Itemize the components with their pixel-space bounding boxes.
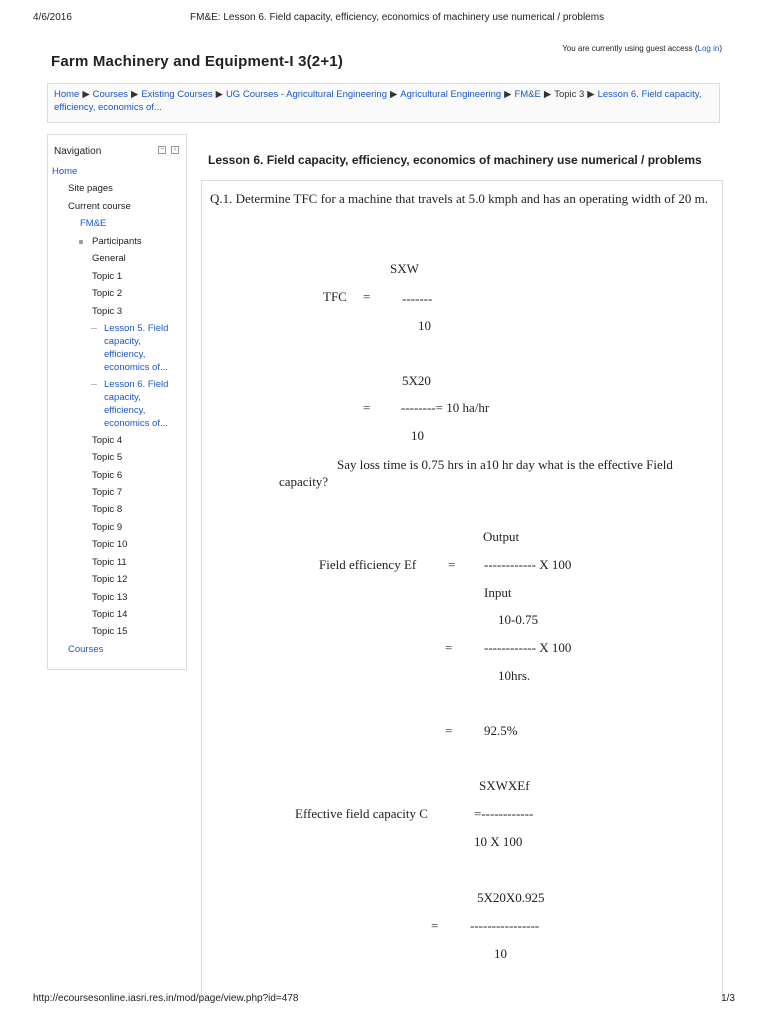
breadcrumb-fme[interactable]: FM&E bbox=[514, 89, 541, 100]
efc-calc-numerator: 5X20X0.925 bbox=[477, 890, 545, 905]
nav-home[interactable]: Home bbox=[52, 166, 78, 177]
fe-divider-2: ------------ X 100 bbox=[484, 640, 572, 655]
fe-divider: ------------ X 100 bbox=[484, 557, 572, 572]
collapse-icon[interactable]: ‹ bbox=[171, 146, 179, 154]
equals-sign: = bbox=[363, 400, 371, 415]
question-text: Q.1. Determine TFC for a machine that travels at 5.0 kmph and has an operating width of 20 m. bbox=[210, 191, 708, 206]
tfc-label: TFC bbox=[323, 289, 347, 304]
breadcrumb-separator: ▶ bbox=[389, 89, 398, 100]
dash-icon bbox=[91, 328, 97, 329]
efc-divider: =------------ bbox=[474, 806, 534, 821]
nav-topic-4[interactable]: Topic 4 bbox=[92, 435, 123, 446]
bullet-icon bbox=[79, 240, 83, 244]
efc-calc-denominator: 10 bbox=[494, 946, 507, 961]
login-text: You are currently using guest access ( bbox=[562, 44, 698, 53]
efc-label: Effective field capacity C bbox=[295, 806, 428, 821]
equals-sign: = bbox=[448, 557, 456, 572]
nav-topic-15[interactable]: Topic 15 bbox=[92, 626, 128, 637]
equals-sign: = bbox=[445, 723, 453, 738]
calc-numerator: 5X20 bbox=[402, 373, 431, 388]
fe-result: 92.5% bbox=[484, 723, 518, 738]
nav-topic-9[interactable]: Topic 9 bbox=[92, 522, 123, 533]
navigation-heading: Navigation bbox=[54, 146, 102, 157]
lesson-title: Lesson 6. Field capacity, efficiency, economics of machinery use numerical / problems bbox=[208, 153, 702, 167]
nav-topic-3[interactable]: Topic 3 bbox=[92, 306, 123, 317]
nav-course-fme[interactable]: FM&E bbox=[80, 218, 107, 229]
print-header bbox=[0, 12, 768, 26]
breadcrumb-agricultural-engineering[interactable]: Agricultural Engineering bbox=[400, 89, 502, 100]
breadcrumb bbox=[47, 83, 720, 123]
nav-topic-11[interactable]: Topic 11 bbox=[92, 557, 127, 568]
breadcrumb-separator: ▶ bbox=[543, 89, 552, 100]
breadcrumb-separator: ▶ bbox=[131, 89, 139, 100]
nav-topic-13[interactable]: Topic 13 bbox=[92, 592, 128, 603]
nav-courses[interactable]: Courses bbox=[68, 644, 104, 655]
fe-numerator: 10-0.75 bbox=[498, 612, 539, 627]
nav-topic-2[interactable]: Topic 2 bbox=[92, 288, 123, 299]
calc-denominator: 10 bbox=[411, 428, 424, 443]
efc-divider-2: ---------------- bbox=[470, 918, 540, 933]
nav-topic-8[interactable]: Topic 8 bbox=[92, 504, 123, 515]
lesson-content bbox=[201, 180, 723, 1000]
nav-topic-5[interactable]: Topic 5 bbox=[92, 452, 123, 463]
breadcrumb-separator: ▶ bbox=[215, 89, 223, 100]
breadcrumb-lesson6[interactable]: Lesson 6. Field capacity, efficiency, economics of... bbox=[54, 89, 702, 113]
print-date: 4/6/2016 bbox=[33, 12, 72, 23]
print-url: http://ecoursesonline.iasri.res.in/mod/page/view.php?id=478 bbox=[33, 993, 299, 1004]
equals-sign: = bbox=[363, 289, 371, 304]
nav-lesson-5[interactable]: Lesson 5. Field capacity, efficiency, economics of... bbox=[104, 323, 169, 373]
breadcrumb-home[interactable]: Home bbox=[54, 89, 80, 100]
nav-participants[interactable]: Participants bbox=[92, 236, 142, 247]
dock-icon[interactable]: − bbox=[159, 146, 165, 153]
breadcrumb-separator: ▶ bbox=[82, 89, 90, 100]
nav-general[interactable]: General bbox=[92, 253, 126, 264]
nav-topic-10[interactable]: Topic 10 bbox=[92, 539, 128, 550]
fe-input: Input bbox=[484, 585, 512, 600]
site-title: Farm Machinery and Equipment-I 3(2+1) bbox=[51, 53, 344, 70]
breadcrumb-existing-courses[interactable]: Existing Courses bbox=[141, 89, 213, 100]
dash-icon bbox=[91, 384, 97, 385]
nav-topic-7[interactable]: Topic 7 bbox=[92, 487, 123, 498]
fe-label: Field efficiency Ef bbox=[319, 557, 417, 572]
login-info bbox=[562, 44, 722, 53]
nav-site-pages[interactable]: Site pages bbox=[68, 183, 113, 194]
breadcrumb-separator: ▶ bbox=[587, 89, 595, 100]
breadcrumb-ug-courses[interactable]: UG Courses - Agricultural Engineering bbox=[225, 89, 387, 100]
nav-topic-14[interactable]: Topic 14 bbox=[92, 609, 128, 620]
equals-sign: = bbox=[431, 918, 439, 933]
print-page-number: 1/3 bbox=[721, 993, 735, 1004]
tfc-numerator: SXW bbox=[390, 261, 419, 276]
login-close: ) bbox=[719, 44, 722, 53]
breadcrumb-courses[interactable]: Courses bbox=[92, 89, 129, 100]
login-link[interactable]: Log in bbox=[697, 44, 720, 53]
fe-output: Output bbox=[483, 529, 520, 544]
nav-lesson-6[interactable]: Lesson 6. Field capacity, efficiency, economics of... bbox=[104, 379, 169, 429]
print-title: FM&E: Lesson 6. Field capacity, efficiency, economics of machinery use numerical / problems bbox=[190, 12, 605, 23]
efc-denominator: 10 X 100 bbox=[474, 834, 523, 849]
tfc-divider: ------- bbox=[402, 291, 433, 306]
nav-topic-1[interactable]: Topic 1 bbox=[92, 271, 123, 282]
breadcrumb-separator: ▶ bbox=[504, 89, 512, 100]
efc-numerator: SXWXEf bbox=[479, 778, 530, 793]
equals-sign: = bbox=[445, 640, 453, 655]
nav-topic-12[interactable]: Topic 12 bbox=[92, 574, 128, 585]
breadcrumb-topic3: Topic 3 bbox=[554, 89, 585, 100]
navigation-block bbox=[47, 134, 187, 670]
nav-current-course[interactable]: Current course bbox=[68, 201, 131, 212]
tfc-denominator: 10 bbox=[418, 318, 431, 333]
nav-topic-6[interactable]: Topic 6 bbox=[92, 470, 123, 481]
loss-time-text: Say loss time is 0.75 hrs in a10 hr day what is the effective Field capacity? bbox=[279, 457, 673, 489]
fe-denominator: 10hrs. bbox=[498, 668, 531, 683]
calc-result: --------= 10 ha/hr bbox=[401, 400, 490, 415]
